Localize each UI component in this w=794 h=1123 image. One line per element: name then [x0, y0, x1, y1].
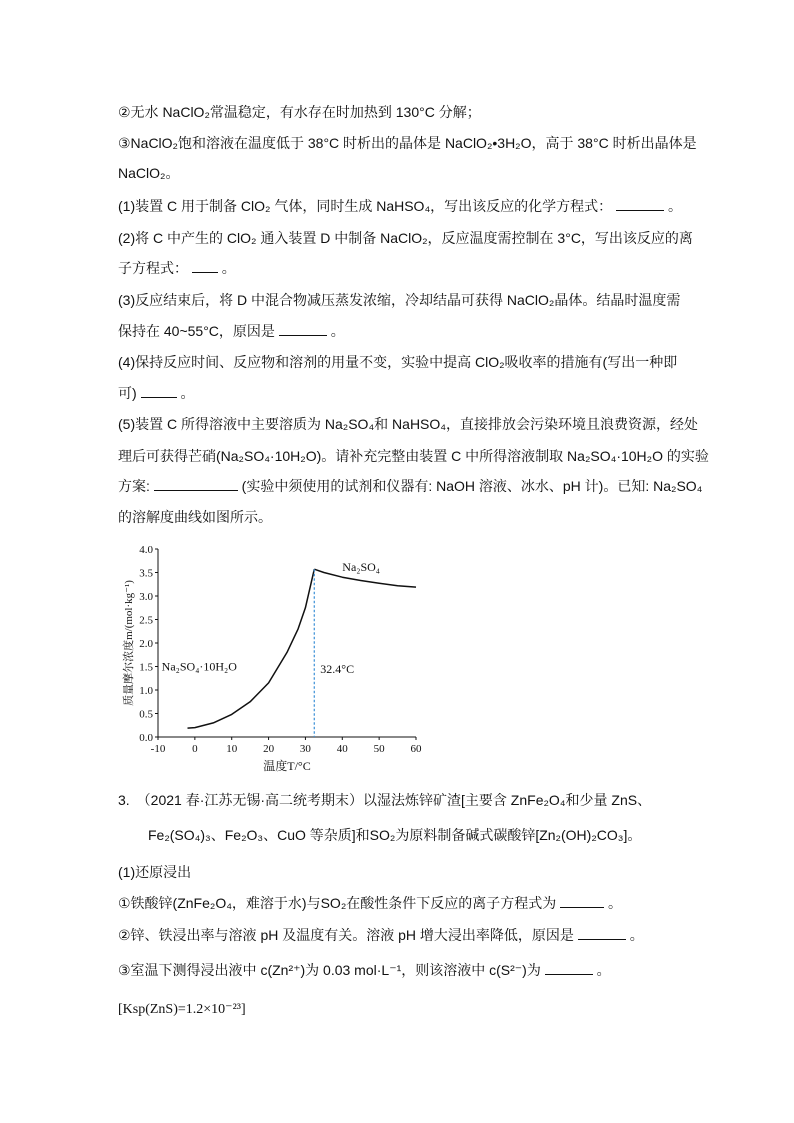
- text-line: (5)装置 C 所得溶液中主要溶质为 Na₂SO₄和 NaHSO₄，直接排放会污染环境且浪费资源，经处: [118, 416, 699, 432]
- y-tick-label: 2.0: [139, 638, 153, 650]
- y-tick-label: 2.5: [139, 614, 153, 627]
- y-tick-label: 0.5: [139, 708, 153, 721]
- series-line-1: [188, 569, 315, 728]
- ksp-note: [Ksp(ZnS)=1.2×10⁻²³]: [118, 1002, 246, 1017]
- y-tick-label: 0.0: [139, 732, 153, 744]
- answer-blank[interactable]: [545, 960, 593, 975]
- answer-blank[interactable]: [560, 893, 604, 908]
- question-text: 保持在 40~55°C，原因是: [118, 323, 275, 339]
- answer-blank[interactable]: [616, 196, 664, 211]
- punctuation: 。: [180, 385, 195, 401]
- annotation-temperature: 32.4°C: [320, 661, 355, 676]
- x-tick-label: 30: [299, 743, 311, 755]
- x-tick-label: 50: [373, 743, 385, 755]
- answer-blank[interactable]: [154, 476, 238, 491]
- answer-blank[interactable]: [279, 321, 327, 336]
- solubility-chart: [118, 535, 438, 780]
- question-line: [118, 925, 644, 945]
- y-tick-label: 3.5: [139, 567, 153, 580]
- answer-blank[interactable]: [192, 258, 218, 273]
- question-line: [118, 893, 622, 913]
- answer-blank[interactable]: [141, 383, 177, 398]
- punctuation: 。: [596, 962, 611, 978]
- text-line: NaClO₂。: [118, 165, 180, 181]
- chart-curves: [188, 569, 417, 737]
- text-line: Fe₂(SO₄)₃、Fe₂O₃、CuO 等杂质]和SO₂为原料制备碱式碳酸锌[Zn₂(OH)₂CO₃]。: [148, 827, 642, 843]
- x-tick-label: 60: [410, 743, 422, 755]
- series-label-anhydrous: Na₂SO₄: [342, 559, 380, 574]
- chart-labels: [121, 560, 380, 773]
- text-line: ③NaClO₂饱和溶液在温度低于 38°C 时析出的晶体是 NaClO₂•3H₂O，高于 38°C 时析出晶体是: [118, 135, 697, 151]
- question-text: ②锌、铁浸出率与溶液 pH 及温度有关。溶液 pH 增大浸出率降低，原因是: [118, 927, 574, 943]
- question-text: 可): [118, 385, 137, 401]
- y-tick-label: 1.5: [139, 661, 153, 674]
- question-text: ①铁酸锌(ZnFe₂O₄，难溶于水)与SO₂在酸性条件下反应的离子方程式为: [118, 895, 557, 911]
- question-text: (实验中须使用的试剂和仪器有: NaOH 溶液、冰水、pH 计)。已知: Na₂SO₄: [241, 478, 703, 494]
- question-line: [118, 960, 611, 980]
- punctuation: 。: [330, 323, 345, 339]
- y-tick-label: 4.0: [139, 544, 153, 556]
- x-tick-label: 20: [263, 743, 275, 755]
- x-tick-label: 10: [226, 743, 238, 755]
- y-tick-label: 1.0: [139, 685, 153, 697]
- question-1: [118, 196, 682, 216]
- text-line: 的溶解度曲线如图所示。: [118, 509, 272, 525]
- punctuation: 。: [667, 198, 682, 214]
- chart-ticks: [139, 544, 422, 755]
- x-tick-label: 40: [336, 743, 348, 755]
- question-3-heading: 3. （2021 春·江苏无锡·高二统考期末）以湿法炼锌矿渣[主要含 ZnFe₂O₄和少量 ZnS、: [118, 792, 652, 808]
- y-axis-label: 质量摩尔浓度m/(mol·kg⁻¹): [123, 580, 135, 706]
- punctuation: 。: [608, 895, 623, 911]
- chart-axes: [158, 549, 416, 737]
- question-text: 子方程式：: [118, 260, 188, 276]
- question-5-cont: [118, 476, 702, 496]
- text-line: (4)保持反应时间、反应物和溶剂的用量不变，实验中提高 ClO₂吸收率的措施有(写出一种即: [118, 354, 678, 370]
- question-text: ③室温下测得浸出液中 c(Zn²⁺)为 0.03 mol·L⁻¹，则该溶液中 c(S²⁻)为: [118, 962, 541, 978]
- question-text: (1)装置 C 用于制备 ClO₂ 气体，同时生成 NaHSO₄，写出该反应的化学方程式：: [118, 198, 613, 214]
- question-4-cont: [118, 383, 194, 403]
- series-label-decahydrate: Na₂SO₄·10H₂O: [161, 659, 237, 674]
- y-tick-label: 3.0: [139, 591, 153, 603]
- x-axis-label: 温度T/°C: [263, 759, 311, 773]
- question-3-cont: [118, 321, 345, 341]
- text-line: (3)反应结束后，将 D 中混合物减压蒸发浓缩，冷却结晶可获得 NaClO₂晶体。结晶时温度需: [118, 292, 681, 308]
- x-tick-label: 0: [192, 743, 198, 755]
- x-tick-label: -10: [150, 743, 166, 755]
- text-line: (2)将 C 中产生的 ClO₂ 通入装置 D 中制备 NaClO₂，反应温度需控制在 3°C，写出该反应的离: [118, 230, 693, 246]
- section-heading: (1)还原浸出: [118, 864, 192, 880]
- question-text: 方案:: [118, 478, 154, 494]
- punctuation: 。: [221, 260, 236, 276]
- answer-blank[interactable]: [578, 925, 626, 940]
- text-line: ②无水 NaClO₂常温稳定，有水存在时加热到 130°C 分解；: [118, 104, 481, 120]
- punctuation: 。: [629, 927, 644, 943]
- text-line: 理后可获得芒硝(Na₂SO₄·10H₂O)。请补充完整由装置 C 中所得溶液制取 Na₂SO₄·10H₂O 的实验: [118, 448, 709, 464]
- question-2-cont: [118, 258, 236, 278]
